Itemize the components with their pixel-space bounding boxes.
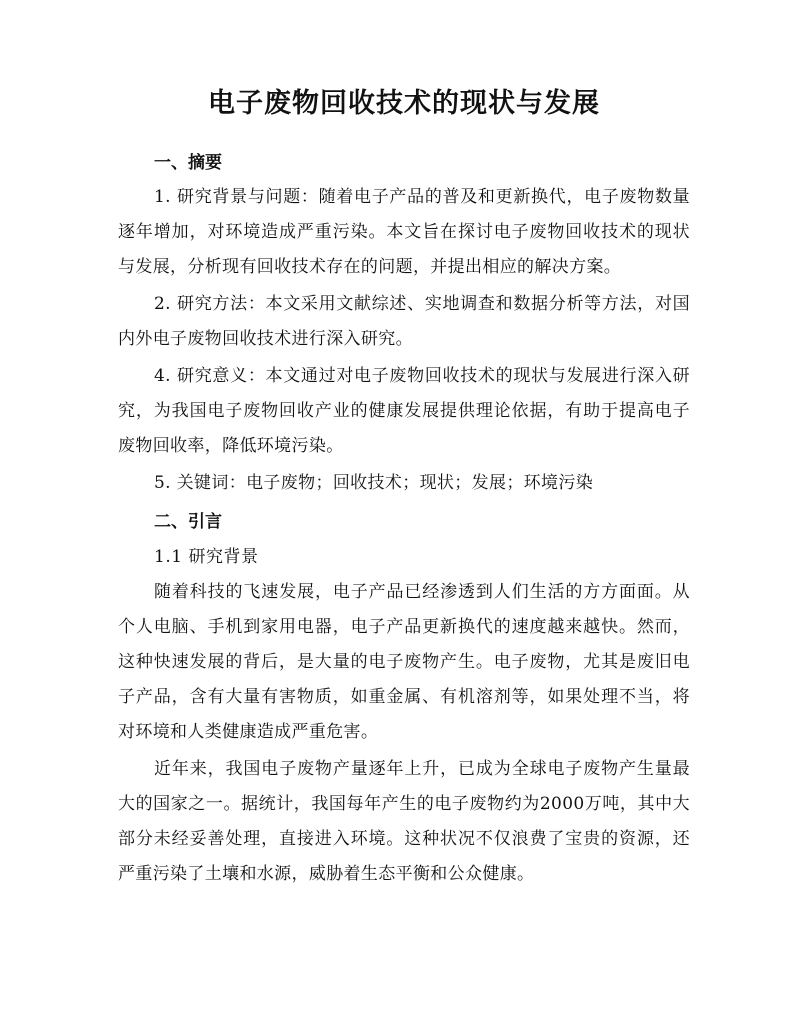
subsection-heading-background: 1.1 研究背景	[154, 547, 259, 567]
section-heading-introduction: 二、引言	[154, 512, 222, 532]
introduction-paragraph: 随着科技的飞速发展，电子产品已经渗透到人们生活的方方面面。从个人电脑、手机到家用电器，电子产品更新换代的速度越来越快。然而，这种快速发展的背后，是大量的电子废物产生。电子废物，尤其是废旧电子产品，含有大量有害物质，如重金属、有机溶剂等，如果处理不当，将对环境和人类健康造成严重危害。	[118, 582, 690, 742]
introduction-paragraph: 近年来，我国电子废物产量逐年上升，已成为全球电子废物产生量最大的国家之一。据统计，我国每年产生的电子废物约为2000万吨，其中大部分未经妥善处理，直接进入环境。这种状况不仅浪费了宝贵的资源，还严重污染了土壤和水源，威胁着生态平衡和公众健康。	[118, 759, 690, 884]
document-page	[118, 84, 690, 892]
abstract-item-background: 1. 研究背景与问题：随着电子产品的普及和更新换代，电子废物数量逐年增加，对环境造成严重污染。本文旨在探讨电子废物回收技术的现状与发展，分析现有回收技术存在的问题，并提出相应的解决方案。	[118, 187, 690, 277]
section-heading-abstract: 一、摘要	[154, 153, 222, 173]
document-title: 电子废物回收技术的现状与发展	[208, 88, 600, 119]
abstract-item-keywords: 5. 关键词：电子废物；回收技术；现状；发展；环境污染	[154, 473, 594, 493]
abstract-item-significance: 4. 研究意义：本文通过对电子废物回收技术的现状与发展进行深入研究，为我国电子废物回收产业的健康发展提供理论依据，有助于提高电子废物回收率，降低环境污染。	[118, 366, 690, 456]
abstract-item-methods: 2. 研究方法：本文采用文献综述、实地调查和数据分析等方法，对国内外电子废物回收技术进行深入研究。	[118, 294, 690, 349]
